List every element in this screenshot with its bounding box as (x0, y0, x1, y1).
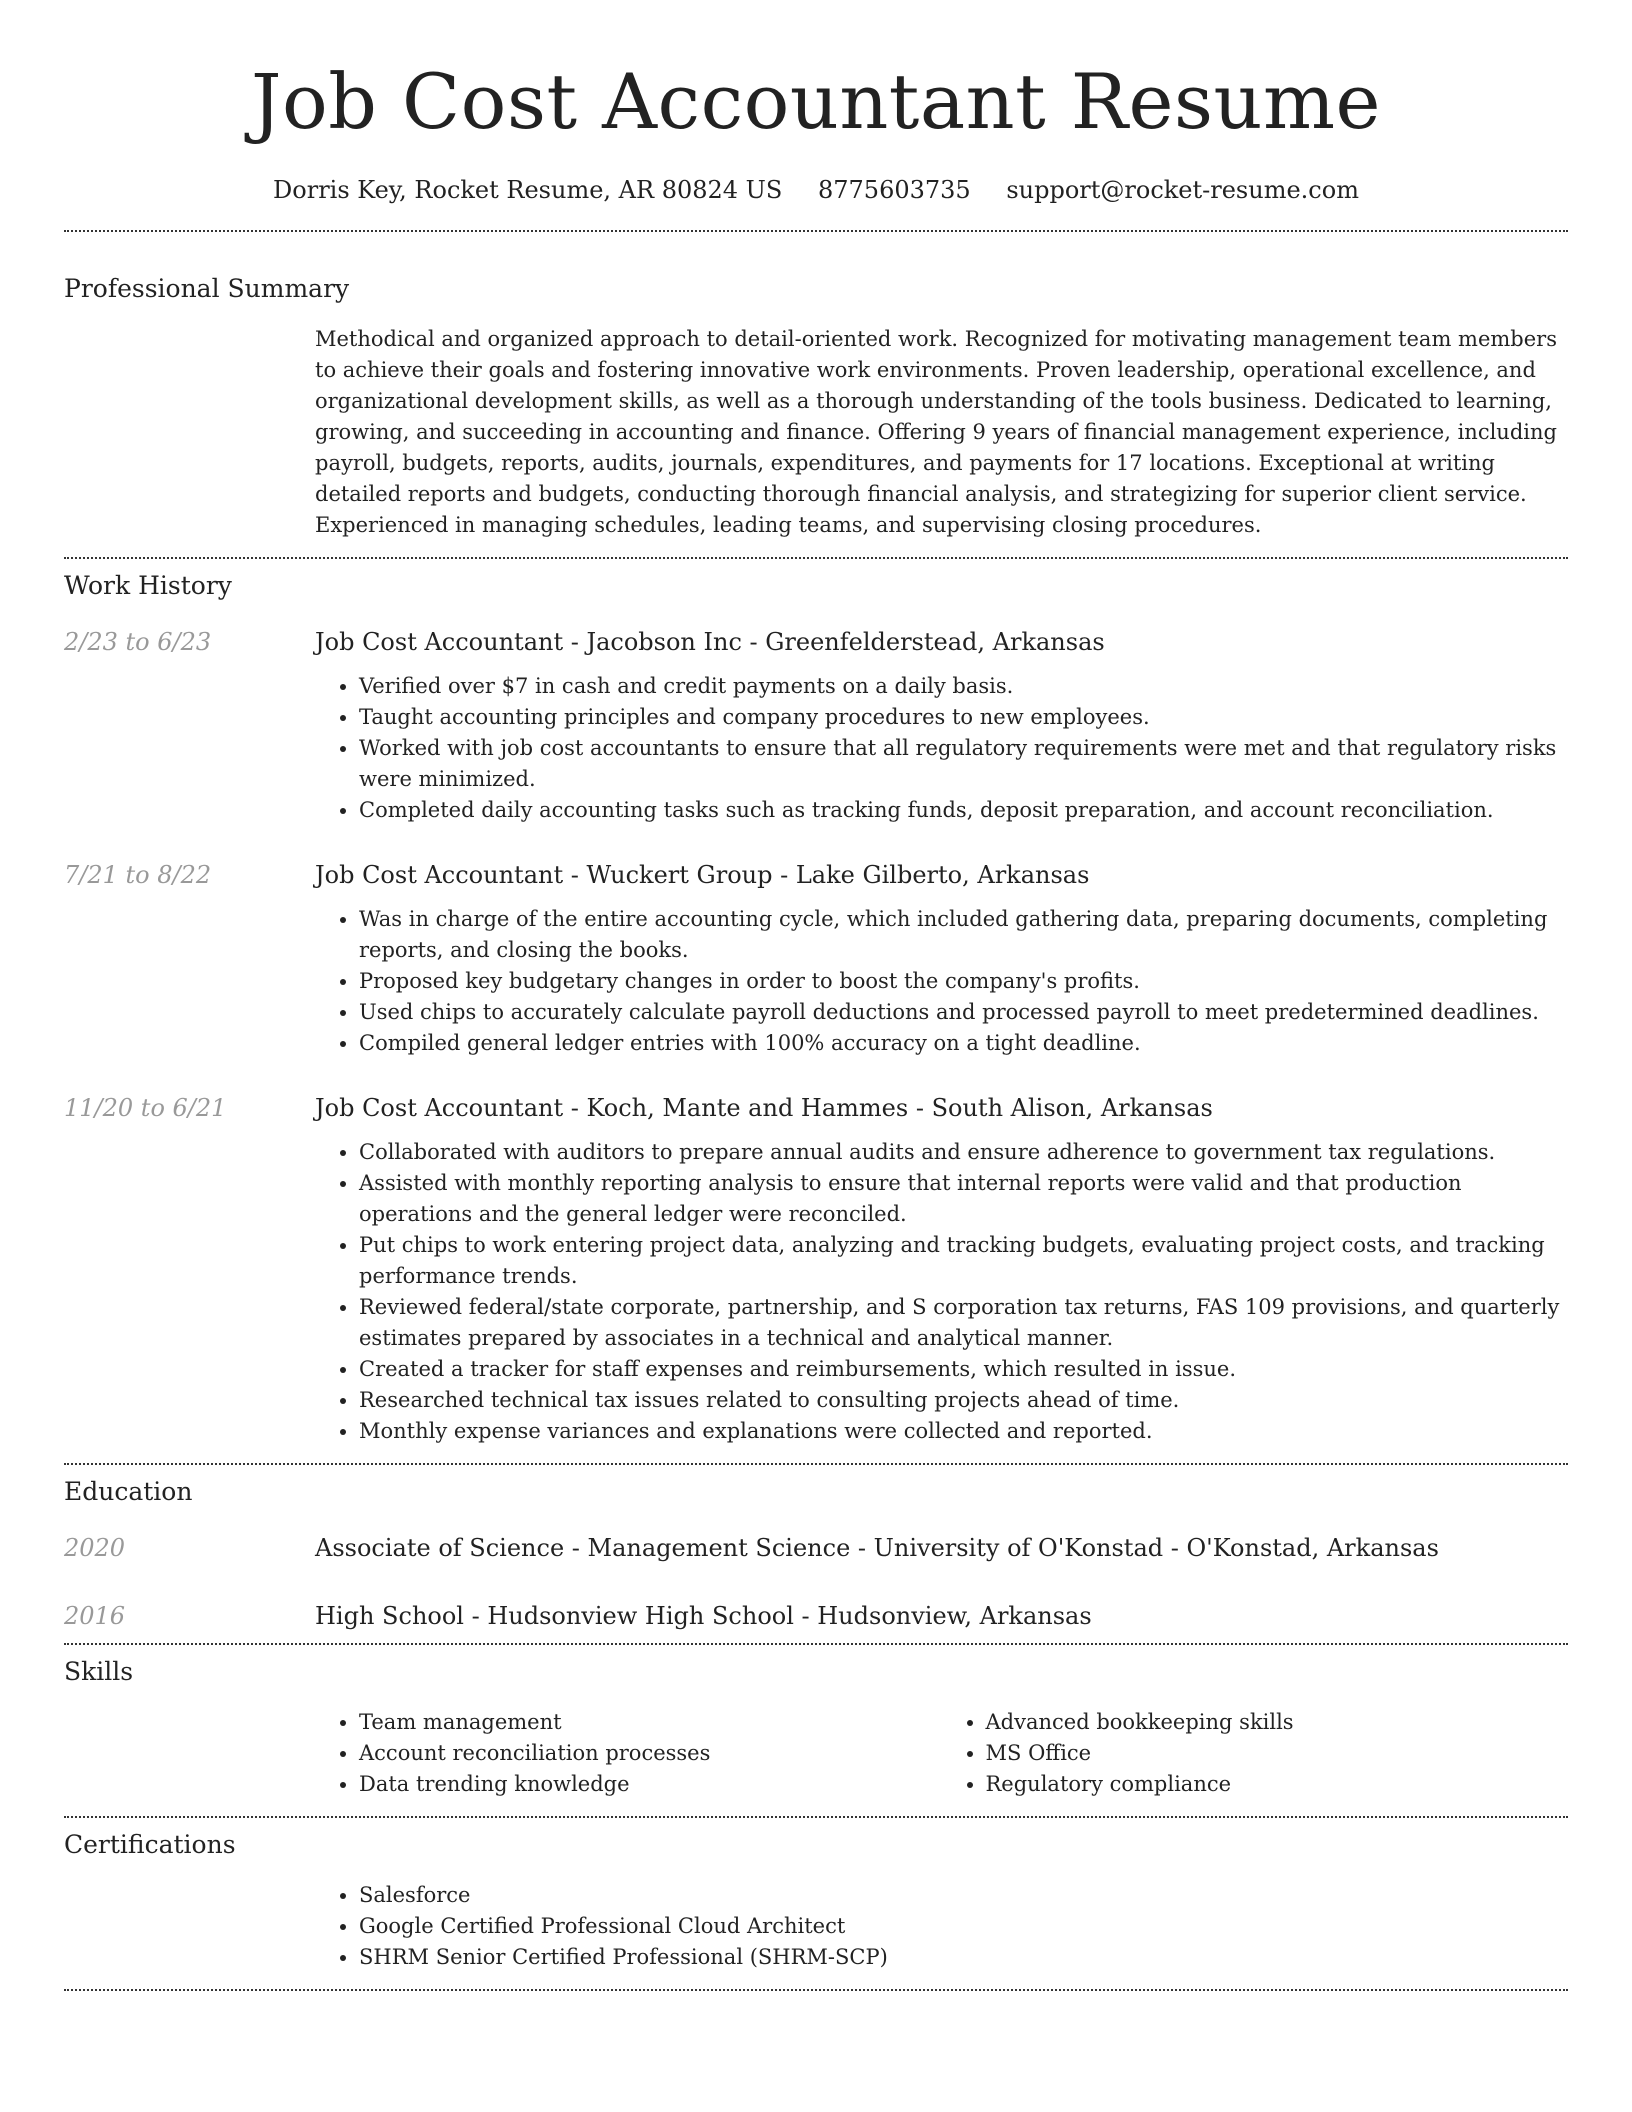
job-dates: 7/21 to 8/22 (64, 861, 212, 889)
list-item: • Worked with job cost accountants to ensure that all regulatory requirements were met and that regulatory risks were minimized. (359, 733, 1568, 795)
list-item: • Completed daily accounting tasks such as tracking funds, deposit preparation, and account reconciliation. (359, 795, 1568, 826)
job-title: Job Cost Accountant - Wuckert Group - Lake Gilberto, Arkansas (315, 861, 1090, 889)
resume-page (64, 0, 1568, 1991)
skills-column-right (942, 1707, 1569, 1800)
list-item: • MS Office (986, 1738, 1569, 1769)
job-dates: 2/23 to 6/23 (64, 628, 212, 656)
list-item: • Used chips to accurately calculate payroll deductions and processed payroll to meet predetermined deadlines. (359, 997, 1568, 1028)
job-title: Job Cost Accountant - Koch, Mante and Hammes - South Alison, Arkansas (315, 1094, 1213, 1122)
list-item: • Team management (359, 1707, 942, 1738)
education-year: 2020 (64, 1534, 126, 1562)
contact-email: support@rocket-resume.com (1006, 176, 1359, 204)
contact-phone: 8775603735 (817, 176, 971, 204)
divider (64, 557, 1568, 559)
section-heading-education: Education (64, 1477, 193, 1506)
job-entry (64, 1091, 1568, 1447)
job-entry (64, 858, 1568, 1059)
education-title: High School - Hudsonview High School - Hudsonview, Arkansas (315, 1602, 1092, 1630)
list-item: • Regulatory compliance (986, 1769, 1569, 1800)
job-bullets (315, 671, 1568, 826)
section-heading-work: Work History (64, 571, 232, 600)
list-item: • Account reconciliation processes (359, 1738, 942, 1769)
list-item: • Taught accounting principles and company procedures to new employees. (359, 702, 1568, 733)
skills-column-left (315, 1707, 942, 1800)
job-bullets (315, 1137, 1568, 1447)
list-item: • Collaborated with auditors to prepare annual audits and ensure adherence to government tax regulations. (359, 1137, 1568, 1168)
list-item: • Was in charge of the entire accounting cycle, which included gathering data, preparing documents, completing reports, and closing the books. (359, 904, 1568, 966)
resume-title: Job Cost Accountant Resume (251, 57, 1381, 146)
job-dates: 11/20 to 6/21 (64, 1094, 227, 1122)
list-item: • Proposed key budgetary changes in order to boost the company's profits. (359, 966, 1568, 997)
list-item: • Researched technical tax issues related to consulting projects ahead of time. (359, 1385, 1568, 1416)
section-heading-summary: Professional Summary (64, 274, 350, 303)
contact-address: Dorris Key, Rocket Resume, AR 80824 US (273, 176, 783, 204)
education-year: 2016 (64, 1602, 126, 1630)
divider (64, 1816, 1568, 1818)
list-item: • SHRM Senior Certified Professional (SHRM-SCP) (359, 1942, 1568, 1973)
divider (64, 1463, 1568, 1465)
certifications-list-wrap (315, 1880, 1568, 1973)
contact-line (64, 174, 1568, 206)
list-item: • Put chips to work entering project data, analyzing and tracking budgets, evaluating project costs, and tracking performance trends. (359, 1230, 1568, 1292)
divider (64, 1643, 1568, 1645)
divider (64, 1989, 1568, 1991)
list-item: • Data trending knowledge (359, 1769, 942, 1800)
divider (64, 230, 1568, 232)
summary-text: Methodical and organized approach to detail-oriented work. Recognized for motivating management team members to achieve their goals and fostering innovative work environments. Proven leadership, operational excellence, and organizational development skills, as well as a thorough understanding of the tools business. Dedicated to learning, growing, and succeeding in accounting and finance. Offering 9 years of financial management experience, including payroll, budgets, reports, audits, journals, expenditures, and payments for 17 locations. Exceptional at writing detailed reports and budgets, conducting thorough financial analysis, and strategizing for superior client service. Experienced in managing schedules, leading teams, and supervising closing procedures. (315, 327, 1557, 537)
section-heading-certifications: Certifications (64, 1830, 236, 1859)
list-item: • Monthly expense variances and explanations were collected and reported. (359, 1416, 1568, 1447)
education-title: Associate of Science - Management Science - University of O'Konstad - O'Konstad, Arkansas (315, 1534, 1439, 1562)
education-entry (64, 1599, 1568, 1633)
list-item: • Assisted with monthly reporting analysis to ensure that internal reports were valid and that production operations and the general ledger were reconciled. (359, 1168, 1568, 1230)
job-entry (64, 625, 1568, 826)
job-bullets (315, 904, 1568, 1059)
list-item: • Created a tracker for staff expenses and reimbursements, which resulted in issue. (359, 1354, 1568, 1385)
education-entry (64, 1531, 1568, 1565)
list-item: • Google Certified Professional Cloud Architect (359, 1911, 1568, 1942)
skills-list (315, 1707, 1568, 1800)
job-title: Job Cost Accountant - Jacobson Inc - Greenfelderstead, Arkansas (315, 628, 1105, 656)
list-item: • Advanced bookkeeping skills (986, 1707, 1569, 1738)
section-heading-skills: Skills (64, 1657, 134, 1686)
list-item: • Compiled general ledger entries with 100% accuracy on a tight deadline. (359, 1028, 1568, 1059)
certifications-list (315, 1880, 1568, 1973)
list-item: • Salesforce (359, 1880, 1568, 1911)
list-item: • Verified over $7 in cash and credit payments on a daily basis. (359, 671, 1568, 702)
list-item: • Reviewed federal/state corporate, partnership, and S corporation tax returns, FAS 109 provisions, and quarterly estimates prepared by associates in a technical and analytical manner. (359, 1292, 1568, 1354)
